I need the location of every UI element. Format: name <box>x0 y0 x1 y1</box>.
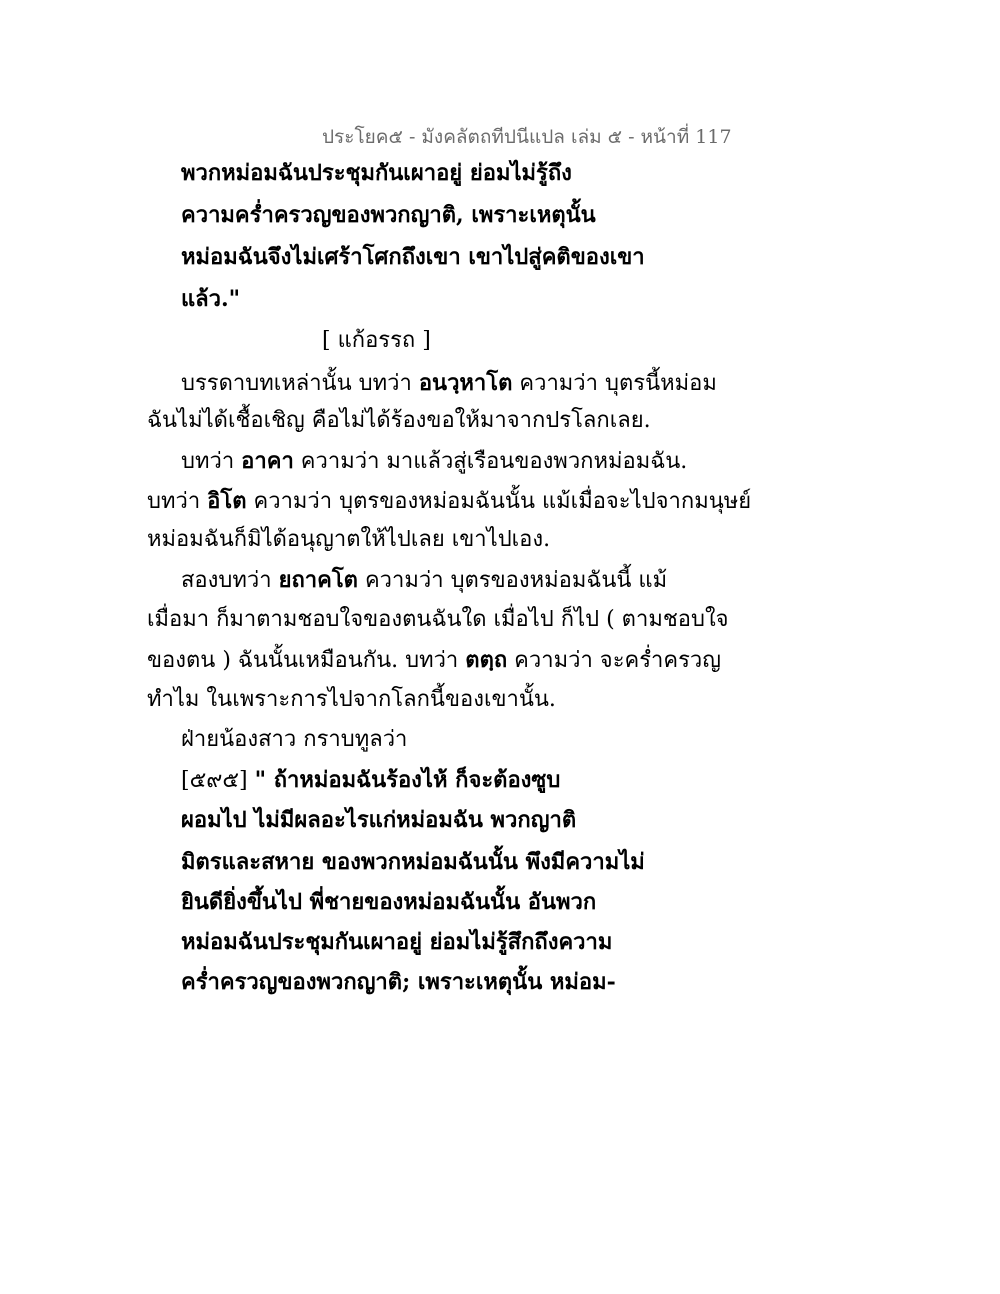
text-span: บทว่า <box>147 489 208 514</box>
verse2-line-2: ผอมไป ไม่มีผลอะไรแก่หม่อมฉัน พวกญาติ <box>181 807 577 833</box>
verse1-line-3: หม่อมฉันจึงไม่เศร้าโศกถึงเขา เขาไปสู่คติของเขา <box>181 244 645 270</box>
verse2-line-1 <box>181 765 560 796</box>
verse2-line-6: คร่ำครวญของพวกญาติ; เพราะเหตุนั้น หม่อม- <box>181 969 616 995</box>
commentary-p1-line-2: ฉันไม่ได้เชื้อเชิญ คือไม่ได้ร้องขอให้มาจากปรโลกเลย. <box>147 408 651 433</box>
commentary-p3-line-2: หม่อมฉันก็มิได้อนุญาตให้ไปเลย เขาไปเอง. <box>147 527 551 552</box>
commentary-p3-line-1 <box>147 486 751 517</box>
verse-number: [๕๙๕] <box>181 768 248 793</box>
text-span: บทว่า <box>181 449 242 474</box>
verse2-line-5: หม่อมฉันประชุมกันเผาอยู่ ย่อมไม่รู้สึกถึงความ <box>181 929 613 955</box>
commentary-p1-line-1 <box>181 368 717 399</box>
text-span: สองบทว่า <box>181 568 279 593</box>
text-span: ความว่า จะคร่ำครวญ <box>507 648 722 673</box>
text-span: ความว่า บุตรของหม่อมฉันนั้น แม้เมื่อจะไปจากมนุษย์ <box>246 489 752 514</box>
verse1-line-4: แล้ว." <box>181 286 241 312</box>
text-span: บรรดาบทเหล่านั้น บทว่า <box>181 371 419 396</box>
verse2-text: " ถ้าหม่อมฉันร้องไห้ ก็จะต้องซูบ <box>254 767 561 793</box>
text-span: ของตน ) ฉันนั้นเหมือนกัน. บทว่า <box>147 648 466 673</box>
commentary-p4-line-4: ทำไม ในเพราะการไปจากโลกนี้ของเขานั้น. <box>147 687 556 712</box>
verse1-line-1: พวกหม่อมฉันประชุมกันเผาอยู่ ย่อมไม่รู้ถึง <box>181 160 572 186</box>
text-span: ความว่า บุตรของหม่อมฉันนี้ แม้ <box>357 568 668 593</box>
page-header: ประโยค๕ - มังคลัตถทีปนีแปล เล่ม ๕ - หน้าที่ 117 <box>322 126 732 148</box>
commentary-p2-line-1 <box>181 446 687 477</box>
pali-term: ตตฺถ <box>465 647 508 673</box>
verse2-line-4: ยินดียิ่งขึ้นไป พี่ชายของหม่อมฉันนั้น อันพวก <box>181 889 597 915</box>
commentary-p4-line-3 <box>147 645 721 676</box>
pali-term: อาคา <box>241 448 294 474</box>
commentary-p4-line-1 <box>181 565 667 596</box>
text-span: ความว่า บุตรนี้หม่อม <box>512 371 717 396</box>
pali-term: อิโต <box>207 488 247 514</box>
pali-term: อนวฺหาโต <box>418 370 513 396</box>
text-span: ความว่า มาแล้วสู่เรือนของพวกหม่อมฉัน. <box>293 449 688 474</box>
commentary-p5-line-1: ฝ่ายน้องสาว กราบทูลว่า <box>181 727 408 752</box>
section-title: [ แก้อรรถ ] <box>322 328 431 353</box>
pali-term: ยถาคโต <box>278 567 358 593</box>
verse2-line-3: มิตรและสหาย ของพวกหม่อมฉันนั้น พึงมีความไม่ <box>181 849 645 875</box>
commentary-p4-line-2: เมื่อมา ก็มาตามชอบใจของตนฉันใด เมื่อไป ก็ไป ( ตามชอบใจ <box>147 607 729 632</box>
verse1-line-2: ความคร่ำครวญของพวกญาติ, เพราะเหตุนั้น <box>181 202 596 228</box>
